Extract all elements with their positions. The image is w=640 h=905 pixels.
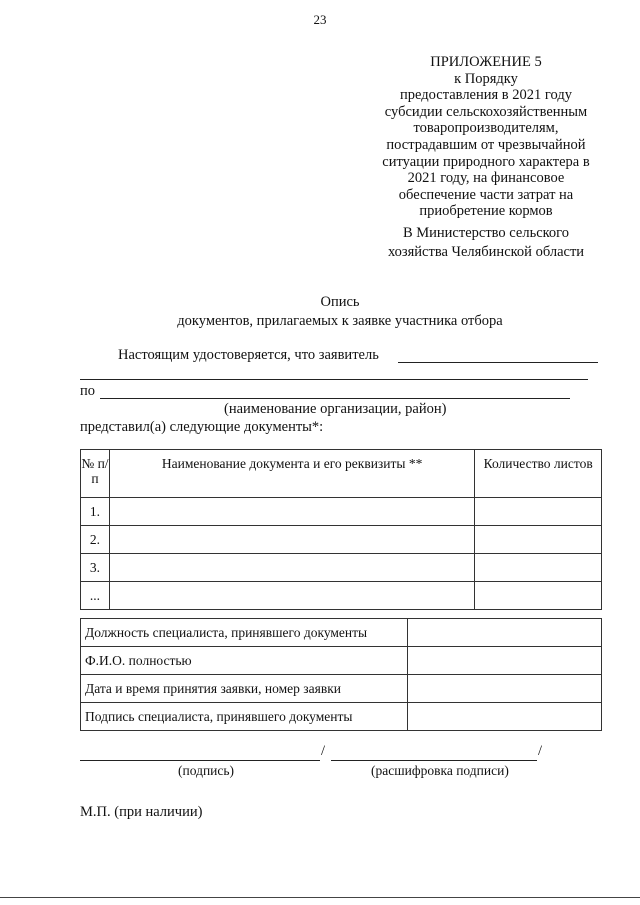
- specialist-position-field[interactable]: [408, 619, 602, 647]
- row-name-cell[interactable]: [109, 526, 474, 554]
- row-num: ...: [81, 582, 110, 610]
- appendix-line: к Порядку: [454, 70, 518, 87]
- table-row: [81, 619, 602, 647]
- table-row: [81, 526, 602, 554]
- po-label: по: [80, 383, 96, 399]
- row-count-cell[interactable]: [475, 582, 602, 610]
- header-name: Наименование документа и его реквизиты **: [109, 450, 474, 498]
- org-blank[interactable]: [100, 398, 570, 399]
- appendix-line: ПРИЛОЖЕНИЕ 5: [430, 54, 542, 70]
- header-num: № п/п: [81, 450, 110, 498]
- presented-text: представил(а) следующие документы*:: [80, 419, 324, 435]
- addressee-line: В Министерство сельского: [402, 225, 570, 241]
- document-title-main: Опись: [320, 294, 360, 310]
- table-row: [81, 647, 602, 675]
- table-row: [81, 582, 602, 610]
- applicant-blank[interactable]: [398, 362, 598, 363]
- table-row: [81, 675, 602, 703]
- page-number: 23: [313, 12, 327, 27]
- document-title: [0, 293, 640, 331]
- certify-text: Настоящим удостоверяется, что заявитель: [118, 347, 379, 363]
- row-count-cell[interactable]: [475, 526, 602, 554]
- appendix-line: обеспечение части затрат на: [398, 186, 574, 203]
- document-title-subtitle: документов, прилагаемых к заявке участника отбора: [177, 313, 503, 329]
- row-num: 2.: [81, 526, 110, 554]
- row-num: 3.: [81, 554, 110, 582]
- header-count: Количество листов: [475, 450, 602, 498]
- addressee-line: хозяйства Челябинской области: [387, 244, 585, 260]
- stamp-label: М.П. (при наличии): [80, 804, 203, 820]
- appendix-line: субсидии сельскохозяйственным: [384, 103, 588, 120]
- appendix-block: [352, 54, 620, 220]
- appendix-line: пострадавшим от чрезвычайной: [386, 136, 586, 153]
- appendix-line: 2021 году, на финансовое: [407, 170, 565, 187]
- row-num: 1.: [81, 498, 110, 526]
- signature-slash: /: [321, 743, 326, 759]
- specialist-position-label: Должность специалиста, принявшего документы: [81, 619, 408, 647]
- table-row: [81, 498, 602, 526]
- documents-table: [80, 449, 602, 610]
- row-count-cell[interactable]: [475, 554, 602, 582]
- row-name-cell[interactable]: [109, 498, 474, 526]
- org-caption: (наименование организации, район): [224, 401, 447, 417]
- appendix-line: приобретение кормов: [419, 203, 553, 220]
- acceptance-datetime-field[interactable]: [408, 675, 602, 703]
- row-name-cell[interactable]: [109, 582, 474, 610]
- full-name-field[interactable]: [408, 647, 602, 675]
- table-row: [81, 554, 602, 582]
- signature-slash: /: [538, 743, 543, 759]
- appendix-line: товаропроизводителям,: [413, 120, 559, 137]
- appendix-line: предоставления в 2021 году: [400, 87, 572, 104]
- appendix-line: ситуации природного характера в: [382, 153, 590, 170]
- acceptance-datetime-label: Дата и время принятия заявки, номер заявки: [81, 675, 408, 703]
- full-name-label: Ф.И.О. полностью: [81, 647, 408, 675]
- addressee-block: [352, 224, 620, 262]
- signature-blank[interactable]: [80, 760, 320, 761]
- row-name-cell[interactable]: [109, 554, 474, 582]
- specialist-signature-label: Подпись специалиста, принявшего документы: [81, 703, 408, 731]
- specialist-signature-field[interactable]: [408, 703, 602, 731]
- table-row: [81, 703, 602, 731]
- applicant-blank-continued[interactable]: [80, 379, 588, 380]
- acceptance-table: [80, 618, 602, 731]
- signature-decode-blank[interactable]: [331, 760, 537, 761]
- table-header-row: [81, 450, 602, 498]
- page-bottom-rule: [0, 897, 640, 898]
- signature-decode-caption: (расшифровка подписи): [371, 763, 509, 778]
- row-count-cell[interactable]: [475, 498, 602, 526]
- signature-caption: (подпись): [178, 763, 235, 778]
